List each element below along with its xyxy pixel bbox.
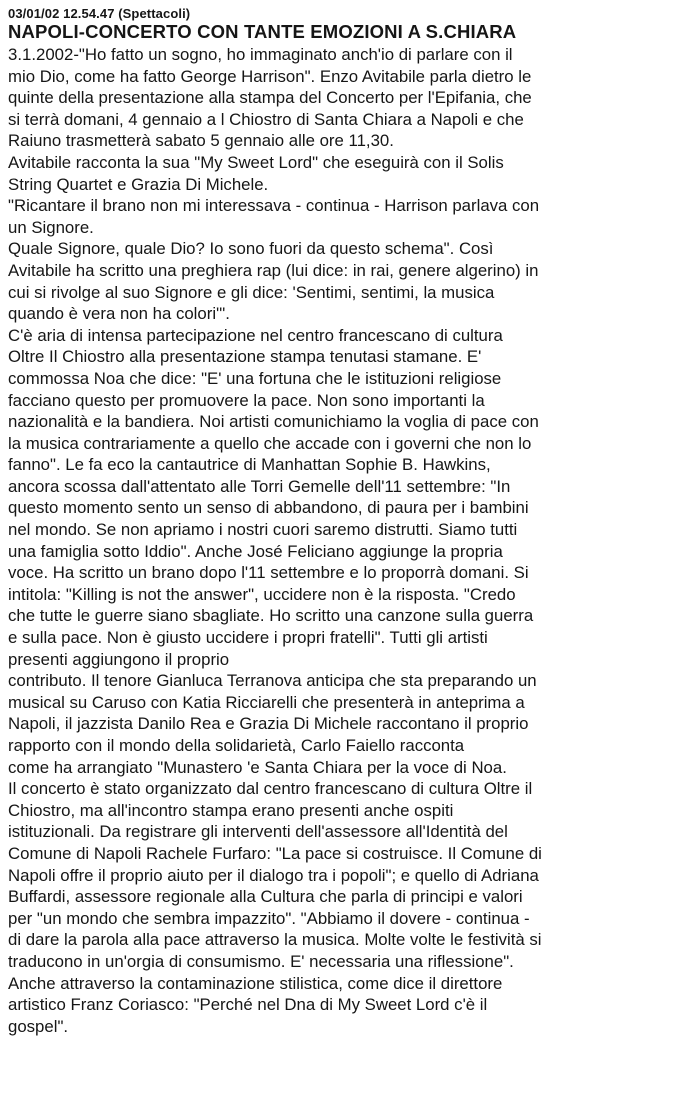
body-line: musical su Caruso con Katia Ricciarelli che presenterà in anteprima a: [8, 692, 525, 712]
body-line: 3.1.2002-"Ho fatto un sogno, ho immaginato anch'io di parlare con il: [8, 45, 513, 64]
body-line: come ha arrangiato "Munastero 'e Santa Chiara per la voce di Noa.: [8, 757, 507, 777]
body-line: Oltre Il Chiostro alla presentazione stampa tenutasi stamane. E': [8, 347, 482, 367]
body-line: Avitabile racconta la sua "My Sweet Lord" che eseguirà con il Solis: [8, 152, 504, 172]
body-line: un Signore.: [8, 217, 94, 237]
headline: NAPOLI-CONCERTO CON TANTE EMOZIONI A S.CHIARA: [8, 21, 517, 42]
body-line: Napoli offre il proprio aiuto per il dialogo tra i popoli"; e quello di Adriana: [8, 865, 539, 885]
body-line: rapporto con il mondo della solidarietà, Carlo Faiello racconta: [8, 736, 465, 755]
body-line: Napoli, il jazzista Danilo Rea e Grazia Di Michele raccontano il proprio: [8, 714, 529, 734]
body-line: Avitabile ha scritto una preghiera rap (lui dice: in rai, genere algerino) in: [8, 260, 539, 280]
body-line: per "un mondo che sembra impazzito". "Abbiamo il dovere - continua -: [8, 908, 530, 928]
body-line: quando è vera non ha colori'".: [8, 304, 230, 324]
body-line: nel mondo. Se non apriamo i nostri cuori saremo distrutti. Siamo tutti: [8, 520, 518, 540]
body-line: intitola: "Killing is not the answer", uccidere non è la risposta. "Credo: [8, 584, 516, 604]
body-line: Raiuno trasmetterà sabato 5 gennaio alle ore 11,30.: [8, 131, 394, 151]
body-line: mio Dio, come ha fatto George Harrison". Enzo Avitabile parla dietro le: [8, 66, 532, 86]
body-line: che tutte le guerre siano sbagliate. Ho scritto una canzone sulla guerra: [8, 606, 534, 626]
body-line: la musica contrariamente a quello che accade con i governi che non lo: [8, 433, 532, 453]
body-line: di dare la parola alla pace attraverso la musica. Molte volte le festività si: [8, 930, 542, 950]
body-line: questo momento sento un senso di abbandono, di paura per i bambini: [8, 498, 529, 518]
news-clipping: [8, 6, 698, 1037]
body-line: contributo. Il tenore Gianluca Terranova anticipa che sta preparando un: [8, 671, 537, 691]
body-line: fanno". Le fa eco la cantautrice di Manhattan Sophie B. Hawkins,: [8, 455, 491, 475]
body-line: quinte della presentazione alla stampa del Concerto per l'Epifania, che: [8, 88, 532, 108]
body-line: Quale Signore, quale Dio? Io sono fuori da questo schema". Così: [8, 239, 494, 259]
body-line: Buffardi, assessore regionale alla Cultura che parla di principi e valori: [8, 887, 523, 907]
body-line: cui si rivolge al suo Signore e gli dice: 'Sentimi, sentimi, la musica: [8, 282, 495, 302]
body-line: si terrà domani, 4 gennaio a l Chiostro di Santa Chiara a Napoli e che: [8, 109, 524, 129]
body-line: "Ricantare il brano non mi interessava - continua - Harrison parlava con: [8, 196, 540, 216]
body-line: C'è aria di intensa partecipazione nel centro francescano di cultura: [8, 325, 503, 345]
body-line: traducono in un'orgia di consumismo. E' necessaria una riflessione".: [8, 951, 514, 971]
body-line: voce. Ha scritto un brano dopo l'11 settembre e lo proporrà domani. Si: [8, 563, 529, 583]
body-line: istituzionali. Da registrare gli interventi dell'assessore all'Identità del: [8, 822, 508, 842]
body-line: Il concerto è stato organizzato dal centro francescano di cultura Oltre il: [8, 779, 533, 799]
body-line: artistico Franz Coriasco: "Perché nel Dna di My Sweet Lord c'è il: [8, 995, 488, 1015]
body-line: Chiostro, ma all'incontro stampa erano presenti anche ospiti: [8, 800, 454, 820]
body-line: una famiglia sotto Iddio". Anche José Feliciano aggiunge la propria: [8, 541, 503, 561]
body-line: facciano questo per promuovere la pace. Non sono importanti la: [8, 390, 485, 410]
body-line: nazionalità e la bandiera. Noi artisti comunichiamo la voglia di pace con: [8, 412, 539, 432]
body-line: e sulla pace. Non è giusto uccidere i propri fratelli". Tutti gli artisti: [8, 628, 488, 648]
body-line: presenti aggiungono il proprio: [8, 649, 230, 669]
article-body: [8, 44, 698, 1037]
body-line: Anche attraverso la contaminazione stilistica, come dice il direttore: [8, 973, 503, 993]
body-line: ancora scossa dall'attentato alle Torri Gemelle dell'11 settembre: "In: [8, 476, 511, 496]
body-line: gospel".: [8, 1016, 69, 1036]
body-line: Comune di Napoli Rachele Furfaro: "La pace si costruisce. Il Comune di: [8, 843, 542, 863]
body-line: String Quartet e Grazia Di Michele.: [8, 174, 269, 194]
body-line: commossa Noa che dice: "E' una fortuna che le istituzioni religiose: [8, 368, 502, 388]
dateline: 03/01/02 12.54.47 (Spettacoli): [8, 6, 191, 21]
